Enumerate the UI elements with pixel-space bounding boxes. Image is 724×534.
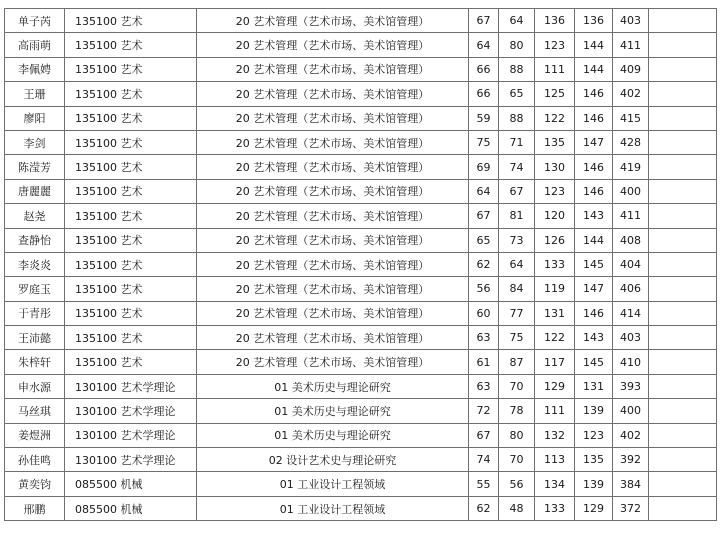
score-subject4-cell: 139 (575, 472, 613, 496)
major-cell: 085500 机械 (65, 496, 197, 520)
score-subject1-cell: 64 (469, 33, 499, 57)
research-direction-cell: 20 艺术管理（艺术市场、美术馆管理） (197, 33, 469, 57)
score-subject3-cell: 111 (535, 57, 575, 81)
research-direction-cell: 01 工业设计工程领域 (197, 472, 469, 496)
score-subject2-cell: 74 (499, 155, 535, 179)
table-row (5, 106, 717, 130)
research-direction-cell: 20 艺术管理（艺术市场、美术馆管理） (197, 179, 469, 203)
major-cell: 135100 艺术 (65, 9, 197, 33)
empty-cell (649, 277, 717, 301)
research-direction-cell: 20 艺术管理（艺术市场、美术馆管理） (197, 277, 469, 301)
score-subject2-cell: 64 (499, 252, 535, 276)
table-row (5, 252, 717, 276)
score-subject1-cell: 62 (469, 496, 499, 520)
total-score-cell: 393 (613, 374, 649, 398)
research-direction-cell: 20 艺术管理（艺术市场、美术馆管理） (197, 130, 469, 154)
total-score-cell: 384 (613, 472, 649, 496)
score-subject1-cell: 67 (469, 204, 499, 228)
score-subject4-cell: 143 (575, 326, 613, 350)
research-direction-cell: 20 艺术管理（艺术市场、美术馆管理） (197, 350, 469, 374)
score-subject3-cell: 129 (535, 374, 575, 398)
score-subject4-cell: 144 (575, 33, 613, 57)
total-score-cell: 414 (613, 301, 649, 325)
major-cell: 135100 艺术 (65, 82, 197, 106)
score-subject2-cell: 84 (499, 277, 535, 301)
score-subject1-cell: 56 (469, 277, 499, 301)
table-row (5, 130, 717, 154)
score-subject4-cell: 144 (575, 228, 613, 252)
score-subject2-cell: 71 (499, 130, 535, 154)
candidate-name-cell: 王沛懿 (5, 326, 65, 350)
score-subject2-cell: 64 (499, 9, 535, 33)
table-row (5, 228, 717, 252)
research-direction-cell: 20 艺术管理（艺术市场、美术馆管理） (197, 155, 469, 179)
score-subject3-cell: 132 (535, 423, 575, 447)
research-direction-cell: 01 工业设计工程领域 (197, 496, 469, 520)
empty-cell (649, 57, 717, 81)
major-cell: 135100 艺术 (65, 252, 197, 276)
major-cell: 135100 艺术 (65, 155, 197, 179)
table-row (5, 423, 717, 447)
score-subject3-cell: 133 (535, 252, 575, 276)
empty-cell (649, 252, 717, 276)
candidate-name-cell: 王珊 (5, 82, 65, 106)
total-score-cell: 415 (613, 106, 649, 130)
total-score-cell: 392 (613, 448, 649, 472)
research-direction-cell: 20 艺术管理（艺术市场、美术馆管理） (197, 228, 469, 252)
table-row (5, 179, 717, 203)
score-subject2-cell: 80 (499, 33, 535, 57)
candidate-name-cell: 黄奕钧 (5, 472, 65, 496)
table-row (5, 301, 717, 325)
research-direction-cell: 02 设计艺术史与理论研究 (197, 448, 469, 472)
score-subject2-cell: 56 (499, 472, 535, 496)
major-cell: 135100 艺术 (65, 350, 197, 374)
candidate-name-cell: 孙佳鸣 (5, 448, 65, 472)
total-score-cell: 410 (613, 350, 649, 374)
major-cell: 135100 艺术 (65, 179, 197, 203)
score-subject1-cell: 66 (469, 82, 499, 106)
score-subject2-cell: 70 (499, 374, 535, 398)
empty-cell (649, 448, 717, 472)
score-subject4-cell: 145 (575, 252, 613, 276)
major-cell: 085500 机械 (65, 472, 197, 496)
score-subject4-cell: 146 (575, 179, 613, 203)
candidate-name-cell: 廖阳 (5, 106, 65, 130)
research-direction-cell: 01 美术历史与理论研究 (197, 399, 469, 423)
empty-cell (649, 179, 717, 203)
candidate-name-cell: 姜煜洲 (5, 423, 65, 447)
candidate-name-cell: 李炎炎 (5, 252, 65, 276)
score-subject3-cell: 120 (535, 204, 575, 228)
score-subject4-cell: 147 (575, 130, 613, 154)
research-direction-cell: 20 艺术管理（艺术市场、美术馆管理） (197, 252, 469, 276)
major-cell: 135100 艺术 (65, 130, 197, 154)
research-direction-cell: 01 美术历史与理论研究 (197, 374, 469, 398)
major-cell: 135100 艺术 (65, 106, 197, 130)
score-subject3-cell: 126 (535, 228, 575, 252)
score-subject2-cell: 73 (499, 228, 535, 252)
research-direction-cell: 20 艺术管理（艺术市场、美术馆管理） (197, 9, 469, 33)
candidate-name-cell: 单子芮 (5, 9, 65, 33)
score-subject1-cell: 67 (469, 9, 499, 33)
score-subject3-cell: 113 (535, 448, 575, 472)
empty-cell (649, 130, 717, 154)
major-cell: 130100 艺术学理论 (65, 374, 197, 398)
score-subject2-cell: 75 (499, 326, 535, 350)
total-score-cell: 400 (613, 399, 649, 423)
total-score-cell: 372 (613, 496, 649, 520)
major-cell: 130100 艺术学理论 (65, 423, 197, 447)
table-row (5, 448, 717, 472)
score-subject2-cell: 65 (499, 82, 535, 106)
score-subject1-cell: 64 (469, 179, 499, 203)
candidate-name-cell: 朱梓轩 (5, 350, 65, 374)
major-cell: 135100 艺术 (65, 326, 197, 350)
score-subject3-cell: 123 (535, 179, 575, 203)
score-subject3-cell: 123 (535, 33, 575, 57)
table-row (5, 155, 717, 179)
table-row (5, 399, 717, 423)
table-row (5, 57, 717, 81)
score-subject3-cell: 134 (535, 472, 575, 496)
score-subject4-cell: 146 (575, 106, 613, 130)
score-table (4, 8, 717, 521)
score-subject3-cell: 133 (535, 496, 575, 520)
candidate-name-cell: 查静怡 (5, 228, 65, 252)
score-subject4-cell: 145 (575, 350, 613, 374)
candidate-name-cell: 罗庭玉 (5, 277, 65, 301)
total-score-cell: 403 (613, 9, 649, 33)
major-cell: 135100 艺术 (65, 228, 197, 252)
total-score-cell: 402 (613, 423, 649, 447)
score-subject1-cell: 60 (469, 301, 499, 325)
table-row (5, 204, 717, 228)
research-direction-cell: 01 美术历史与理论研究 (197, 423, 469, 447)
candidate-name-cell: 李佩娉 (5, 57, 65, 81)
candidate-name-cell: 申水源 (5, 374, 65, 398)
total-score-cell: 409 (613, 57, 649, 81)
major-cell: 130100 艺术学理论 (65, 448, 197, 472)
score-subject1-cell: 55 (469, 472, 499, 496)
score-subject3-cell: 135 (535, 130, 575, 154)
score-subject4-cell: 146 (575, 301, 613, 325)
table-row (5, 82, 717, 106)
score-subject4-cell: 123 (575, 423, 613, 447)
total-score-cell: 411 (613, 204, 649, 228)
table-row (5, 350, 717, 374)
score-subject2-cell: 67 (499, 179, 535, 203)
candidate-name-cell: 邢鹏 (5, 496, 65, 520)
candidate-name-cell: 李剑 (5, 130, 65, 154)
research-direction-cell: 20 艺术管理（艺术市场、美术馆管理） (197, 57, 469, 81)
score-subject4-cell: 147 (575, 277, 613, 301)
empty-cell (649, 228, 717, 252)
score-subject3-cell: 130 (535, 155, 575, 179)
score-subject4-cell: 146 (575, 155, 613, 179)
empty-cell (649, 399, 717, 423)
score-subject1-cell: 74 (469, 448, 499, 472)
candidate-name-cell: 于青彤 (5, 301, 65, 325)
research-direction-cell: 20 艺术管理（艺术市场、美术馆管理） (197, 204, 469, 228)
total-score-cell: 402 (613, 82, 649, 106)
score-subject4-cell: 129 (575, 496, 613, 520)
score-subject2-cell: 88 (499, 106, 535, 130)
score-subject2-cell: 70 (499, 448, 535, 472)
empty-cell (649, 9, 717, 33)
score-subject1-cell: 62 (469, 252, 499, 276)
major-cell: 135100 艺术 (65, 204, 197, 228)
empty-cell (649, 301, 717, 325)
candidate-name-cell: 唐麗麗 (5, 179, 65, 203)
score-subject1-cell: 66 (469, 57, 499, 81)
score-subject3-cell: 122 (535, 106, 575, 130)
score-subject2-cell: 88 (499, 57, 535, 81)
empty-cell (649, 350, 717, 374)
major-cell: 135100 艺术 (65, 57, 197, 81)
major-cell: 135100 艺术 (65, 301, 197, 325)
research-direction-cell: 20 艺术管理（艺术市场、美术馆管理） (197, 106, 469, 130)
score-subject4-cell: 139 (575, 399, 613, 423)
score-subject2-cell: 87 (499, 350, 535, 374)
score-subject1-cell: 63 (469, 326, 499, 350)
total-score-cell: 419 (613, 155, 649, 179)
research-direction-cell: 20 艺术管理（艺术市场、美术馆管理） (197, 82, 469, 106)
score-subject1-cell: 69 (469, 155, 499, 179)
score-subject3-cell: 136 (535, 9, 575, 33)
score-subject3-cell: 119 (535, 277, 575, 301)
empty-cell (649, 472, 717, 496)
score-subject4-cell: 135 (575, 448, 613, 472)
major-cell: 130100 艺术学理论 (65, 399, 197, 423)
candidate-name-cell: 高雨萌 (5, 33, 65, 57)
table-row (5, 277, 717, 301)
score-subject1-cell: 75 (469, 130, 499, 154)
research-direction-cell: 20 艺术管理（艺术市场、美术馆管理） (197, 301, 469, 325)
total-score-cell: 408 (613, 228, 649, 252)
score-subject3-cell: 125 (535, 82, 575, 106)
table-row (5, 374, 717, 398)
total-score-cell: 403 (613, 326, 649, 350)
table-row (5, 326, 717, 350)
score-subject4-cell: 131 (575, 374, 613, 398)
score-subject3-cell: 131 (535, 301, 575, 325)
total-score-cell: 406 (613, 277, 649, 301)
empty-cell (649, 33, 717, 57)
empty-cell (649, 496, 717, 520)
empty-cell (649, 204, 717, 228)
major-cell: 135100 艺术 (65, 33, 197, 57)
table-row (5, 496, 717, 520)
score-subject2-cell: 77 (499, 301, 535, 325)
research-direction-cell: 20 艺术管理（艺术市场、美术馆管理） (197, 326, 469, 350)
empty-cell (649, 82, 717, 106)
total-score-cell: 411 (613, 33, 649, 57)
table-row (5, 472, 717, 496)
table-row (5, 33, 717, 57)
score-subject1-cell: 63 (469, 374, 499, 398)
empty-cell (649, 326, 717, 350)
score-subject4-cell: 146 (575, 82, 613, 106)
major-cell: 135100 艺术 (65, 277, 197, 301)
total-score-cell: 428 (613, 130, 649, 154)
score-subject1-cell: 67 (469, 423, 499, 447)
score-subject2-cell: 81 (499, 204, 535, 228)
total-score-cell: 400 (613, 179, 649, 203)
empty-cell (649, 155, 717, 179)
score-subject2-cell: 48 (499, 496, 535, 520)
empty-cell (649, 374, 717, 398)
score-subject4-cell: 144 (575, 57, 613, 81)
score-subject2-cell: 78 (499, 399, 535, 423)
score-subject1-cell: 61 (469, 350, 499, 374)
empty-cell (649, 423, 717, 447)
candidate-name-cell: 赵尧 (5, 204, 65, 228)
table-row (5, 9, 717, 33)
score-subject3-cell: 117 (535, 350, 575, 374)
score-subject4-cell: 136 (575, 9, 613, 33)
score-subject3-cell: 111 (535, 399, 575, 423)
table-body (5, 9, 717, 521)
candidate-name-cell: 马丝琪 (5, 399, 65, 423)
total-score-cell: 404 (613, 252, 649, 276)
score-subject1-cell: 65 (469, 228, 499, 252)
score-subject3-cell: 122 (535, 326, 575, 350)
empty-cell (649, 106, 717, 130)
score-subject1-cell: 59 (469, 106, 499, 130)
score-subject1-cell: 72 (469, 399, 499, 423)
score-subject2-cell: 80 (499, 423, 535, 447)
candidate-name-cell: 陈滢芳 (5, 155, 65, 179)
score-subject4-cell: 143 (575, 204, 613, 228)
